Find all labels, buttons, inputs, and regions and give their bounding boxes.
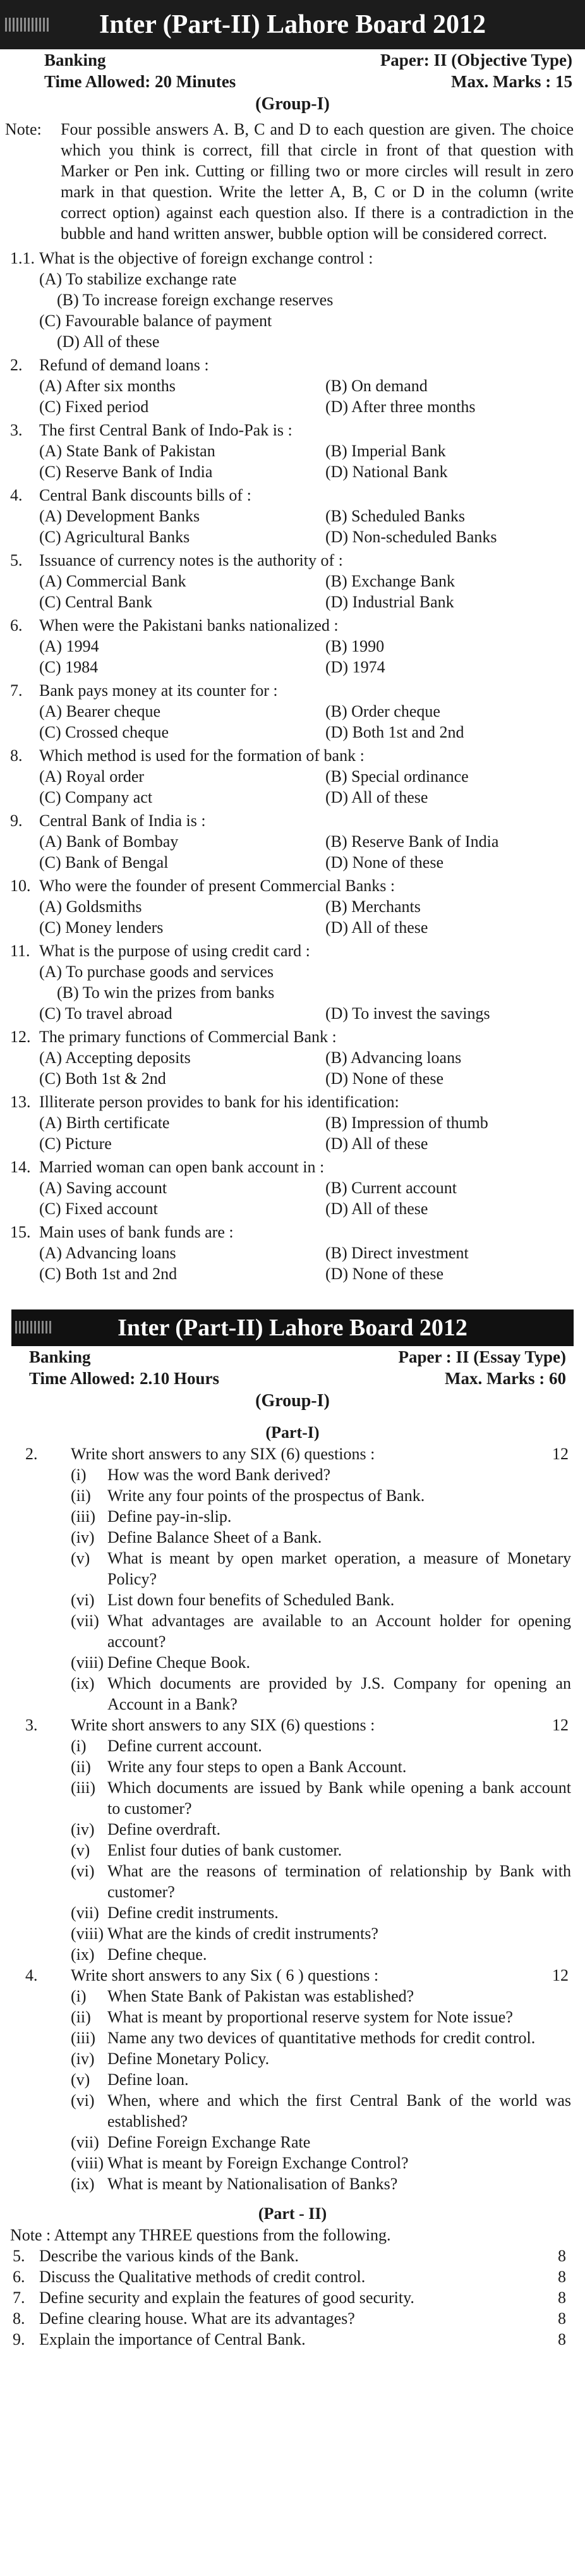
question-number: 7. xyxy=(13,2288,25,2307)
option-c: (C) Bank of Bengal xyxy=(39,853,169,872)
mcq-question xyxy=(0,1026,585,1047)
option-d: (D) None of these xyxy=(325,1265,443,1283)
mcq-list xyxy=(0,248,585,1284)
sub-question-numeral: (viii) xyxy=(71,2154,104,2172)
sub-question-text: Enlist four duties of bank customer. xyxy=(107,1841,342,1859)
mcq-question xyxy=(0,1222,585,1242)
option-b: (B) On demand xyxy=(325,377,428,395)
question-marks: 8 xyxy=(558,2288,566,2307)
sub-question xyxy=(0,1652,585,1673)
option-b: (B) Special ordinance xyxy=(325,767,469,786)
option-c: (C) Fixed period xyxy=(39,398,149,416)
question-marks: 8 xyxy=(558,2268,566,2286)
option-a: (A) To purchase goods and services xyxy=(39,963,274,981)
option-b: (B) Direct investment xyxy=(325,1244,469,1262)
option-a: (A) Goldsmiths xyxy=(39,897,142,916)
option-c: (C) Reserve Bank of India xyxy=(39,463,213,481)
question-text: Discuss the Qualitative methods of credit control. xyxy=(39,2268,366,2286)
essay-group-heading: (Group-I) xyxy=(255,1391,330,1411)
sub-question xyxy=(0,1673,585,1715)
option-a: (A) Advancing loans xyxy=(39,1244,176,1262)
essay-banner xyxy=(11,1309,574,1346)
mcq-options xyxy=(0,1112,585,1154)
question-number: 9. xyxy=(10,811,23,830)
option-a: (A) Accepting deposits xyxy=(39,1048,191,1067)
sub-question-numeral: (viii) xyxy=(71,1653,104,1672)
option-c: (C) Both 1st & 2nd xyxy=(39,1069,166,1088)
sub-question-numeral: (i) xyxy=(71,1466,87,1484)
option-d: (D) All of these xyxy=(57,332,160,351)
sub-question-text: Which documents are provided by J.S. Company for opening an Account in a Bank? xyxy=(107,1674,571,1713)
long-question xyxy=(0,2245,585,2266)
option-b: (B) Reserve Bank of India xyxy=(325,832,499,851)
mcq-question xyxy=(0,940,585,961)
sub-question xyxy=(0,2090,585,2132)
option-a: (A) Birth certificate xyxy=(39,1114,170,1132)
banner-decoration xyxy=(5,18,49,32)
option-b: (B) 1990 xyxy=(325,637,385,655)
question-number: 5. xyxy=(13,2247,25,2265)
sub-question-numeral: (vi) xyxy=(71,1591,95,1609)
option-b: (B) Impression of thumb xyxy=(325,1114,488,1132)
question-number: 10. xyxy=(10,877,31,895)
question-marks: 8 xyxy=(558,2330,566,2348)
sub-question-text: Name any two devices of quantitative methods for credit control. xyxy=(107,2029,536,2047)
sub-question-numeral: (i) xyxy=(71,1737,87,1755)
mcq-question xyxy=(0,875,585,896)
time-allowed: Time Allowed: 20 Minutes xyxy=(44,72,236,91)
question-number: 6. xyxy=(13,2268,25,2286)
question-marks: 8 xyxy=(558,2247,566,2265)
option-a: (A) 1994 xyxy=(39,637,99,655)
short-question-list xyxy=(0,1443,585,2194)
option-d: (D) National Bank xyxy=(325,463,448,481)
question-text: Issuance of currency notes is the authority of : xyxy=(39,551,343,569)
option-c: (C) To travel abroad xyxy=(39,1004,172,1023)
sub-question-numeral: (ii) xyxy=(71,1486,91,1505)
question-marks: 12 xyxy=(552,1445,569,1463)
mcq-question xyxy=(0,485,585,506)
paper-label: Paper: II (Objective Type) xyxy=(380,51,572,70)
mcq-question xyxy=(0,615,585,636)
option-c: (C) Picture xyxy=(39,1134,112,1153)
sub-question xyxy=(0,1819,585,1840)
option-a: (A) State Bank of Pakistan xyxy=(39,442,215,460)
mcq-question xyxy=(0,550,585,571)
option-c: (C) Favourable balance of payment xyxy=(39,312,272,330)
option-d: (D) None of these xyxy=(325,1069,443,1088)
question-text: The primary functions of Commercial Bank : xyxy=(39,1028,337,1046)
long-question xyxy=(0,2266,585,2287)
mcq-question xyxy=(0,248,585,269)
sub-question-numeral: (iv) xyxy=(71,1820,95,1838)
long-question-list xyxy=(0,2245,585,2350)
question-text: Central Bank discounts bills of : xyxy=(39,486,251,504)
sub-question-numeral: (v) xyxy=(71,2070,90,2089)
option-c: (C) 1984 xyxy=(39,658,99,676)
question-text: Describe the various kinds of the Bank. xyxy=(39,2247,299,2265)
question-text: What is the purpose of using credit card : xyxy=(39,942,310,960)
sub-question xyxy=(0,1861,585,1902)
sub-question xyxy=(0,1756,585,1777)
sub-question-text: Define credit instruments. xyxy=(107,1904,279,1922)
option-b: (B) To increase foreign exchange reserves xyxy=(57,291,334,309)
option-a: (A) Saving account xyxy=(39,1179,167,1197)
short-question-heading xyxy=(0,1965,585,1986)
option-a: (A) Bearer cheque xyxy=(39,702,160,720)
sub-question-text: Write any four points of the prospectus of Bank. xyxy=(107,1486,425,1505)
sub-question xyxy=(0,2007,585,2027)
option-a: (A) Royal order xyxy=(39,767,145,786)
sub-question-numeral: (ix) xyxy=(71,2175,95,2193)
sub-question-text: What is meant by Foreign Exchange Control? xyxy=(107,2154,409,2172)
question-number: 3. xyxy=(25,1716,38,1734)
sub-question-numeral: (iii) xyxy=(71,1507,95,1526)
sub-question xyxy=(0,1777,585,1819)
sub-question xyxy=(0,1902,585,1923)
question-text: Who were the founder of present Commercial Banks : xyxy=(39,877,395,895)
sub-question xyxy=(0,2048,585,2069)
sub-question-numeral: (iv) xyxy=(71,1528,95,1546)
mcq-options xyxy=(0,961,585,1024)
question-text: The first Central Bank of Indo-Pak is : xyxy=(39,421,292,439)
sub-question-numeral: (iii) xyxy=(71,1778,95,1797)
sub-question-numeral: (vi) xyxy=(71,1862,95,1880)
objective-meta-row-1 xyxy=(0,49,585,71)
sub-question xyxy=(0,2173,585,2194)
question-text: Define clearing house. What are its advantages? xyxy=(39,2309,355,2328)
sub-question-numeral: (v) xyxy=(71,1549,90,1567)
question-number: 12. xyxy=(10,1028,31,1046)
sub-question-text: Define loan. xyxy=(107,2070,189,2089)
subject-label: Banking xyxy=(44,51,106,70)
sub-question-text: Define current account. xyxy=(107,1737,262,1755)
option-b: (B) Current account xyxy=(325,1179,457,1197)
mcq-options xyxy=(0,375,585,417)
question-text: Refund of demand loans : xyxy=(39,356,209,374)
mcq-question xyxy=(0,1091,585,1112)
sub-question-text: What are the kinds of credit instruments? xyxy=(107,1924,378,1943)
option-a: (A) After six months xyxy=(39,377,176,395)
sub-question-numeral: (viii) xyxy=(71,1924,104,1943)
essay-subject-label: Banking xyxy=(29,1347,91,1366)
sub-question-text: What advantages are available to an Account holder for opening account? xyxy=(107,1612,571,1651)
option-d: (D) None of these xyxy=(325,853,443,872)
question-number: 14. xyxy=(10,1158,31,1176)
sub-question-numeral: (vii) xyxy=(71,2133,99,2151)
sub-question xyxy=(0,1840,585,1861)
question-text: Bank pays money at its counter for : xyxy=(39,681,278,700)
question-text: What is the objective of foreign exchange control : xyxy=(39,249,373,267)
question-text: Married woman can open bank account in : xyxy=(39,1158,325,1176)
option-b: (B) Merchants xyxy=(325,897,421,916)
question-number: 1.1. xyxy=(10,249,35,267)
question-number: 5. xyxy=(10,551,23,569)
essay-max-marks: Max. Marks : 60 xyxy=(445,1369,566,1388)
question-number: 8. xyxy=(10,746,23,765)
question-number: 13. xyxy=(10,1093,31,1111)
mcq-options xyxy=(0,506,585,547)
mcq-question xyxy=(0,810,585,831)
option-a: (A) Development Banks xyxy=(39,507,200,525)
long-question xyxy=(0,2329,585,2350)
essay-meta-row-1 xyxy=(0,1346,585,1368)
objective-note xyxy=(0,119,585,244)
sub-question xyxy=(0,1548,585,1589)
sub-question-numeral: (vi) xyxy=(71,2091,95,2110)
long-question xyxy=(0,2308,585,2329)
sub-question-text: When State Bank of Pakistan was established? xyxy=(107,1987,414,2005)
sub-question-text: Write any four steps to open a Bank Account. xyxy=(107,1758,407,1776)
option-c: (C) Both 1st and 2nd xyxy=(39,1265,178,1283)
sub-question-numeral: (ix) xyxy=(71,1945,95,1964)
question-text: Illiterate person provides to bank for his identification: xyxy=(39,1093,399,1111)
question-number: 4. xyxy=(25,1966,38,1984)
option-d: (D) All of these xyxy=(325,1134,428,1153)
banner-decoration xyxy=(15,1321,53,1334)
question-text: Which method is used for the formation of bank : xyxy=(39,746,365,765)
sub-question-numeral: (vii) xyxy=(71,1612,99,1630)
option-b: (B) Imperial Bank xyxy=(325,442,446,460)
sub-question-text: Define Monetary Policy. xyxy=(107,2050,270,2068)
sub-question-text: List down four benefits of Scheduled Bank. xyxy=(107,1591,395,1609)
question-number: 7. xyxy=(10,681,23,700)
option-a: (A) To stabilize exchange rate xyxy=(39,270,237,288)
sub-question-text: Define Cheque Book. xyxy=(107,1653,251,1672)
question-text: Main uses of bank funds are : xyxy=(39,1223,234,1241)
option-a: (A) Bank of Bombay xyxy=(39,832,179,851)
option-d: (D) After three months xyxy=(325,398,476,416)
option-d: (D) Non-scheduled Banks xyxy=(325,528,497,546)
sub-question-text: What is meant by open market operation, a measure of Monetary Policy? xyxy=(107,1549,571,1588)
short-question-heading xyxy=(0,1443,585,1464)
sub-question-text: Define Balance Sheet of a Bank. xyxy=(107,1528,322,1546)
mcq-options xyxy=(0,1242,585,1284)
question-number: 15. xyxy=(10,1223,31,1241)
question-text: Explain the importance of Central Bank. xyxy=(39,2330,306,2348)
max-marks: Max. Marks : 15 xyxy=(451,72,572,91)
mcq-question xyxy=(0,420,585,440)
sub-question xyxy=(0,1944,585,1965)
long-question xyxy=(0,2287,585,2308)
sub-question xyxy=(0,2153,585,2173)
sub-question xyxy=(0,1506,585,1527)
sub-question xyxy=(0,1735,585,1756)
question-number: 11. xyxy=(10,942,30,960)
essay-time-allowed: Time Allowed: 2.10 Hours xyxy=(29,1369,220,1388)
essay-paper-label: Paper : II (Essay Type) xyxy=(398,1347,566,1366)
sub-question-numeral: (ii) xyxy=(71,1758,91,1776)
objective-meta-row-2 xyxy=(0,71,585,92)
question-text: Central Bank of India is : xyxy=(39,811,206,830)
sub-question xyxy=(0,1923,585,1944)
sub-question-text: What is meant by proportional reserve system for Note issue? xyxy=(107,2008,513,2026)
question-number: 8. xyxy=(13,2309,25,2328)
question-number: 9. xyxy=(13,2330,25,2348)
mcq-question xyxy=(0,745,585,766)
sub-question xyxy=(0,2027,585,2048)
option-c: (C) Fixed account xyxy=(39,1200,158,1218)
group-heading: (Group-I) xyxy=(255,94,330,114)
essay-meta-row-2 xyxy=(0,1368,585,1389)
question-text: When were the Pakistani banks nationalized : xyxy=(39,616,339,635)
sub-question xyxy=(0,1527,585,1548)
question-marks: 12 xyxy=(552,1716,569,1734)
mcq-options xyxy=(0,636,585,677)
sub-question xyxy=(0,2132,585,2153)
mcq-options xyxy=(0,1177,585,1219)
mcq-options xyxy=(0,1047,585,1089)
question-marks: 8 xyxy=(558,2309,566,2328)
sub-question-numeral: (ii) xyxy=(71,2008,91,2026)
option-d: (D) Both 1st and 2nd xyxy=(325,723,464,741)
sub-question-numeral: (vii) xyxy=(71,1904,99,1922)
part-2-note: Note : Attempt any THREE questions from the following. xyxy=(10,2226,391,2244)
question-number: 3. xyxy=(10,421,23,439)
sub-question-text: Define pay-in-slip. xyxy=(107,1507,232,1526)
sub-question xyxy=(0,1485,585,1506)
sub-question-numeral: (i) xyxy=(71,1987,87,2005)
mcq-options xyxy=(0,269,585,352)
part-2-heading: (Part - II) xyxy=(258,2204,327,2223)
sub-question-text: When, where and which the first Central Bank of the world was established? xyxy=(107,2091,571,2130)
question-text: Define security and explain the features of good security. xyxy=(39,2288,414,2307)
objective-banner-title: Inter (Part-II) Lahore Board 2012 xyxy=(99,10,486,39)
mcq-question xyxy=(0,355,585,375)
sub-question-numeral: (iv) xyxy=(71,2050,95,2068)
sub-question xyxy=(0,1589,585,1610)
option-b: (B) To win the prizes from banks xyxy=(57,983,275,1002)
option-d: (D) To invest the savings xyxy=(325,1004,490,1023)
question-text: Write short answers to any SIX (6) questions : xyxy=(71,1445,375,1463)
mcq-options xyxy=(0,896,585,938)
sub-question-text: How was the word Bank derived? xyxy=(107,1466,331,1484)
option-c: (C) Crossed cheque xyxy=(39,723,169,741)
sub-question-numeral: (ix) xyxy=(71,1674,95,1692)
sub-question-numeral: (v) xyxy=(71,1841,90,1859)
mcq-options xyxy=(0,831,585,873)
sub-question-text: Define cheque. xyxy=(107,1945,207,1964)
option-b: (B) Order cheque xyxy=(325,702,440,720)
option-c: (C) Central Bank xyxy=(39,593,153,611)
question-number: 2. xyxy=(25,1445,38,1463)
option-b: (B) Advancing loans xyxy=(325,1048,462,1067)
sub-question-text: Which documents are issued by Bank while opening a bank account to customer? xyxy=(107,1778,571,1818)
option-d: (D) 1974 xyxy=(325,658,385,676)
sub-question-text: What is meant by Nationalisation of Banks? xyxy=(107,2175,398,2193)
option-b: (B) Scheduled Banks xyxy=(325,507,465,525)
option-d: (D) Industrial Bank xyxy=(325,593,454,611)
question-marks: 12 xyxy=(552,1966,569,1984)
note-label: Note: xyxy=(5,120,42,138)
note-text: Four possible answers A. B, C and D to each question are given. The choice which you think is correct, fill that circle in front of that question with Marker or Pen ink. Cutting or filling two or more circles will result in zero mark in that question. Write the letter A, B, C or D in the column (write correct option) against each question also. If there is a contradiction in the bubble and hand written answer, bubble option will be considered correct. xyxy=(61,120,574,243)
option-c: (C) Company act xyxy=(39,788,153,806)
option-b: (B) Exchange Bank xyxy=(325,572,455,590)
sub-question xyxy=(0,1610,585,1652)
short-question-heading xyxy=(0,1715,585,1735)
question-number: 2. xyxy=(10,356,23,374)
sub-question-text: Define Foreign Exchange Rate xyxy=(107,2133,311,2151)
mcq-question xyxy=(0,1157,585,1177)
question-text: Write short answers to any SIX (6) questions : xyxy=(71,1716,375,1734)
sub-question xyxy=(0,1464,585,1485)
option-d: (D) All of these xyxy=(325,788,428,806)
question-text: Write short answers to any Six ( 6 ) questions : xyxy=(71,1966,379,1984)
mcq-options xyxy=(0,701,585,743)
sub-question-numeral: (iii) xyxy=(71,2029,95,2047)
objective-banner xyxy=(0,0,585,49)
mcq-question xyxy=(0,680,585,701)
option-a: (A) Commercial Bank xyxy=(39,572,186,590)
sub-question-text: Define overdraft. xyxy=(107,1820,221,1838)
part-1-heading: (Part-I) xyxy=(265,1423,320,1442)
option-d: (D) All of these xyxy=(325,1200,428,1218)
mcq-options xyxy=(0,766,585,808)
option-d: (D) All of these xyxy=(325,918,428,937)
mcq-options xyxy=(0,571,585,612)
sub-question xyxy=(0,1986,585,2007)
option-c: (C) Money lenders xyxy=(39,918,164,937)
essay-banner-title: Inter (Part-II) Lahore Board 2012 xyxy=(118,1315,467,1341)
question-number: 6. xyxy=(10,616,23,635)
mcq-options xyxy=(0,440,585,482)
option-c: (C) Agricultural Banks xyxy=(39,528,190,546)
sub-question xyxy=(0,2069,585,2090)
sub-question-text: What are the reasons of termination of relationship by Bank with customer? xyxy=(107,1862,571,1901)
question-number: 4. xyxy=(10,486,23,504)
